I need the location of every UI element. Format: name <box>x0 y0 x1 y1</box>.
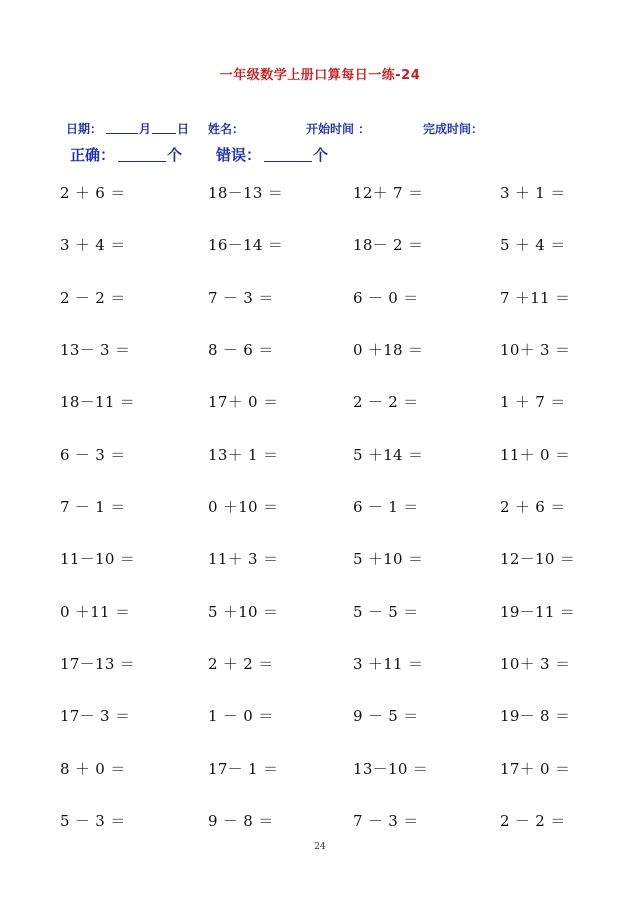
problem-cell[interactable]: 3 ＋ 4 ＝ <box>60 236 126 255</box>
problem-cell[interactable]: 3 ＋ 1 ＝ <box>500 184 566 202</box>
problem-row <box>60 496 590 548</box>
problem-cell[interactable]: 18－ 2 ＝ <box>353 236 424 255</box>
problem-cell[interactable]: 5 － 5 ＝ <box>353 602 419 621</box>
problem-cell[interactable]: 17－13 ＝ <box>60 655 136 674</box>
problem-cell[interactable]: 13＋ 1 ＝ <box>208 445 279 464</box>
wrong-blank[interactable] <box>264 144 312 162</box>
problem-cell[interactable]: 2 ＋ 2 ＝ <box>208 655 274 674</box>
problem-cell[interactable]: 19－ 8 ＝ <box>500 707 571 726</box>
problem-row <box>60 705 590 757</box>
name-label: 姓名： <box>208 122 245 136</box>
problem-cell[interactable]: 11－10 ＝ <box>60 550 136 569</box>
problem-cell[interactable]: 12＋ 7 ＝ <box>353 184 424 202</box>
problem-row <box>60 810 590 862</box>
month-blank[interactable] <box>106 120 138 134</box>
problem-cell[interactable]: 11＋ 0 ＝ <box>500 445 571 464</box>
day-blank[interactable] <box>152 120 176 134</box>
problem-cell[interactable]: 18－11 ＝ <box>60 393 136 412</box>
wrong-unit: 个 <box>313 146 329 164</box>
problem-cell[interactable]: 5 ＋14 ＝ <box>353 445 424 464</box>
problem-cell[interactable]: 17－ 1 ＝ <box>208 759 279 778</box>
finish-time-label: 完成时间： <box>423 122 484 136</box>
problem-row <box>60 758 590 810</box>
problem-cell[interactable]: 16－14 ＝ <box>208 236 284 255</box>
wrong-label: 错误： <box>216 146 262 164</box>
problem-row <box>60 287 590 339</box>
problem-cell[interactable]: 12－10 ＝ <box>500 550 576 569</box>
problem-cell[interactable]: 7 ＋11 ＝ <box>500 288 571 307</box>
page-title: 一年级数学上册口算每日一练-24 <box>219 68 421 83</box>
problem-cell[interactable]: 6 － 1 ＝ <box>353 498 419 517</box>
problem-row <box>60 234 590 286</box>
info-row <box>66 120 586 136</box>
problem-cell[interactable]: 11＋ 3 ＝ <box>208 550 279 569</box>
problem-grid <box>60 182 590 862</box>
problem-cell[interactable]: 0 ＋10 ＝ <box>208 498 279 517</box>
problem-cell[interactable]: 10＋ 3 ＝ <box>500 655 571 674</box>
problem-row <box>60 548 590 600</box>
correct-blank[interactable] <box>118 144 166 162</box>
problem-cell[interactable]: 9 － 8 ＝ <box>208 812 274 831</box>
problem-cell[interactable]: 2 － 2 ＝ <box>60 288 126 307</box>
problem-cell[interactable]: 2 ＋ 6 ＝ <box>60 184 126 202</box>
start-time-label: 开始时间 ： <box>306 122 371 136</box>
problem-cell[interactable]: 2 ＋ 6 ＝ <box>500 498 566 517</box>
day-label: 日 <box>177 122 190 136</box>
problem-cell[interactable]: 10＋ 3 ＝ <box>500 341 571 360</box>
problem-row <box>60 653 590 705</box>
problem-cell[interactable]: 6 － 0 ＝ <box>353 288 419 307</box>
problem-row <box>60 182 590 234</box>
problem-cell[interactable]: 5 ＋10 ＝ <box>208 602 279 621</box>
problem-cell[interactable]: 2 － 2 ＝ <box>353 393 419 412</box>
problem-cell[interactable]: 8 － 6 ＝ <box>208 341 274 360</box>
problem-cell[interactable]: 19－11 ＝ <box>500 602 576 621</box>
correct-unit: 个 <box>167 146 183 164</box>
problem-cell[interactable]: 7 － 1 ＝ <box>60 498 126 517</box>
problem-cell[interactable]: 6 － 3 ＝ <box>60 445 126 464</box>
problem-cell[interactable]: 0 ＋11 ＝ <box>60 602 131 621</box>
problem-cell[interactable]: 17－ 3 ＝ <box>60 707 131 726</box>
problem-cell[interactable]: 7 － 3 ＝ <box>353 812 419 831</box>
problem-cell[interactable]: 17＋ 0 ＝ <box>208 393 279 412</box>
problem-cell[interactable]: 5 ＋ 4 ＝ <box>500 236 566 255</box>
page-number: 24 <box>314 842 326 852</box>
problem-cell[interactable]: 17＋ 0 ＝ <box>500 759 571 778</box>
problem-cell[interactable]: 13－10 ＝ <box>353 759 429 778</box>
problem-cell[interactable]: 1 ＋ 7 ＝ <box>500 393 566 412</box>
problem-cell[interactable]: 9 － 5 ＝ <box>353 707 419 726</box>
problem-cell[interactable]: 2 － 2 ＝ <box>500 812 566 831</box>
problem-row <box>60 391 590 443</box>
problem-cell[interactable]: 7 － 3 ＝ <box>208 288 274 307</box>
problem-row <box>60 444 590 496</box>
problem-cell[interactable]: 5 － 3 ＝ <box>60 812 126 831</box>
problem-row <box>60 339 590 391</box>
problem-cell[interactable]: 13－ 3 ＝ <box>60 341 131 360</box>
problem-cell[interactable]: 0 ＋18 ＝ <box>353 341 424 360</box>
score-row <box>70 144 470 166</box>
problem-cell[interactable]: 1 － 0 ＝ <box>208 707 274 726</box>
problem-cell[interactable]: 8 ＋ 0 ＝ <box>60 759 126 778</box>
correct-label: 正确： <box>70 146 116 164</box>
problem-cell[interactable]: 3 ＋11 ＝ <box>353 655 424 674</box>
problem-row <box>60 601 590 653</box>
problem-cell[interactable]: 18－13 ＝ <box>208 184 284 202</box>
month-label: 月 <box>139 122 152 136</box>
date-label: 日期： <box>66 122 103 136</box>
problem-cell[interactable]: 5 ＋10 ＝ <box>353 550 424 569</box>
